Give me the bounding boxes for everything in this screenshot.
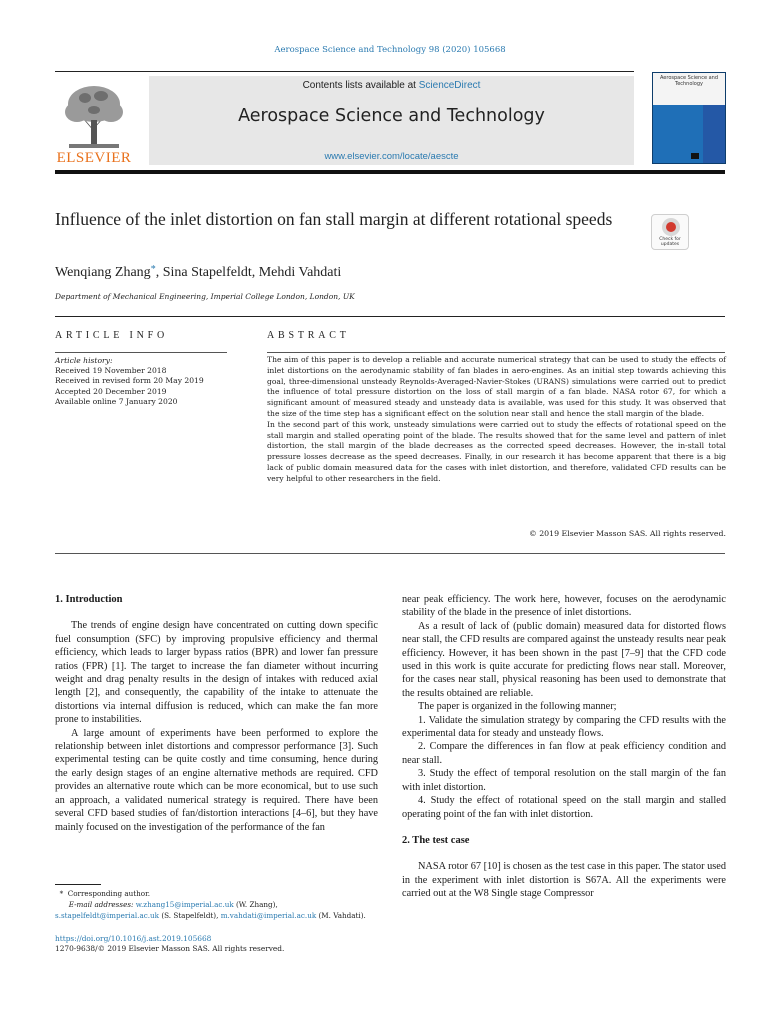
body-paragraph: The paper is organized in the following manner; xyxy=(418,701,617,713)
email-owner: (W. Zhang), xyxy=(233,900,278,909)
list-item: 3. Study the effect of temporal resolution on the stall margin of the fan with inlet distortion. xyxy=(402,768,726,793)
email-label: E-mail addresses: xyxy=(68,900,136,909)
abstract-paragraph: The aim of this paper is to develop a reliable and accurate numerical strategy that can be used to study the effects of inlet distortions on the aerodynamic stability of fan blades in aero-engines. As an initial step towards achieving this goal, three-dimensional unsteady Reynolds-Averaged-Navier-Stokes (URANS) simulations were carried out to predict the influence of total pressure distortion on the loss of stall margin of a fan blade. NASA rotor 67, for which a significant amount of measured steady and unsteady data is available, was used for this study. It was observed that the size of the time step has a significant effect on the solution near stall and hence the stall margin of the blade. xyxy=(267,355,726,418)
email-line xyxy=(55,910,395,921)
corresponding-author-note: * Corresponding author. xyxy=(55,889,151,898)
email-line xyxy=(55,899,395,910)
crossmark-icon-center xyxy=(666,222,676,232)
abstract-paragraph: In the second part of this work, unsteady simulations were carried out to study the effects of rotational speed on the stall margin and stalled operating point of the blade. The results showed that for the same level and pattern of inlet distortion, the stall margin of the blade decreases as the corrected speed decreases. However, the in-stall total pressure losses decrease as the speed decreases. Finally, in our research it has become apparent that there is a big lack of public domain measured data for the cases with inlet distortion, and therefore, validated CFD results can be very helpful to other researchers in the field. xyxy=(267,419,726,483)
journal-cover-thumbnail[interactable] xyxy=(652,72,726,164)
article-info-rule xyxy=(55,352,227,353)
article-history xyxy=(55,356,245,407)
section-heading-introduction: 1. Introduction xyxy=(55,594,123,605)
author-list xyxy=(55,264,341,281)
cover-mark xyxy=(691,153,699,159)
crossmark-icon xyxy=(662,218,680,236)
history-online: Available online 7 January 2020 xyxy=(55,396,178,406)
article-title: Influence of the inlet distortion on fan stall margin at different rotational speeds xyxy=(55,209,613,229)
footnote-rule xyxy=(55,884,101,885)
body-paragraph: The trends of engine design have concentrated on cutting down specific fuel consumption (SFC) by improving propulsive efficiency and thermal efficiency, which leads to larger bypass ratios (BPR) and lower fan pressure ratios (FPR) [1]. The target to increase the fan diameter without incurring weight and drag penalty results in the design of intakes with reduced axial length [2], and consequently, the capability of the intake to attenuate the distortions via internal diffusion is reduced, which can make the fan more prone to instabilities. xyxy=(55,620,378,726)
email-owner: (S. Stapelfeldt), xyxy=(159,911,221,920)
body-paragraph: A large amount of experiments have been performed to explore the relationship between inlet distortions and compressor performance [3]. Such experimental testing can be quite costly and time consuming, hence during the early design stages of an engine alternative methods are required. CFD provides an alternative route which can be more economical, but to use such an approach, a validated numerical strategy is required. There have been several CFD based studies of fan/distortion interactions [4–6], but they have mainly focused on the investigation of the performance of the fan xyxy=(55,727,378,833)
sciencedirect-link[interactable]: ScienceDirect xyxy=(418,80,481,91)
contents-line xyxy=(149,80,634,91)
author-separator: , xyxy=(155,265,163,280)
affiliation: Department of Mechanical Engineering, Imperial College London, London, UK xyxy=(55,292,355,301)
email-link-vahdati[interactable]: m.vahdati@imperial.ac.uk xyxy=(220,911,317,920)
elsevier-wordmark: ELSEVIER xyxy=(56,150,132,166)
section-rule xyxy=(55,316,725,317)
history-title: Article history: xyxy=(55,356,113,365)
list-item: 2. Compare the differences in fan flow at peak efficiency condition and near stall. xyxy=(402,741,726,766)
journal-reference-link[interactable]: Aerospace Science and Technology 98 (2020) 105668 xyxy=(274,45,506,55)
contents-prefix: Contents lists available at xyxy=(302,80,419,91)
corresponding-label: Corresponding author. xyxy=(67,889,151,898)
email-link-stapelfeldt[interactable]: s.stapelfeldt@imperial.ac.uk xyxy=(55,911,160,920)
abstract-copyright: © 2019 Elsevier Masson SAS. All rights reserved. xyxy=(528,529,726,538)
section-heading-test-case: 2. The test case xyxy=(402,834,470,846)
body-paragraph: NASA rotor 67 [10] is chosen as the test case in this paper. The stator used in the experiment with inlet distortion is S67A. All the experiments were carried out at the W8 Single stage Compressor xyxy=(402,861,726,900)
cover-top-panel xyxy=(653,73,725,105)
header-thick-rule xyxy=(55,170,725,174)
author-separator: , xyxy=(251,265,259,280)
abstract-heading: ABSTRACT xyxy=(267,330,350,341)
body-paragraph: near peak efficiency. The work here, however, focuses on the aerodynamic stability of the blade in the presence of inlet distortions. xyxy=(402,594,726,619)
header-rule xyxy=(55,71,634,72)
spacer xyxy=(402,821,726,834)
abstract-body xyxy=(267,355,726,485)
author-name: Mehdi Vahdati xyxy=(258,265,342,280)
email-owner: (M. Vahdati). xyxy=(316,911,366,920)
body-paragraph: As a result of lack of (public domain) measured data for distorted flows near stall, the CFD results are compared against the unsteady results near peak efficiency. However, it has been shown in the past [7–9] that the CFD code used in this work is quite accurate for predicting flows near stall. Moreover, for the cases near stall, physical reasoning has been used to demonstrate that the results obtained are reliable. xyxy=(402,620,726,699)
crossmark-label: Check for updates xyxy=(659,237,681,247)
history-accepted: Accepted 20 December 2019 xyxy=(55,386,167,396)
history-received: Received 19 November 2018 xyxy=(55,366,167,376)
issn-copyright: 1270-9638/© 2019 Elsevier Masson SAS. All rights reserved. xyxy=(55,944,285,953)
check-for-updates-button[interactable] xyxy=(651,214,689,250)
abstract-rule xyxy=(267,352,725,353)
journal-title: Aerospace Science and Technology xyxy=(238,106,545,126)
list-item: 1. Validate the simulation strategy by comparing the CFD results with the experimental data for steady and unsteady flows. xyxy=(402,714,726,740)
email-link-zhang[interactable]: w.zhang15@imperial.ac.uk xyxy=(135,900,234,909)
author-name: Wenqiang Zhang xyxy=(55,265,151,280)
cover-title: Aerospace Science and Technology xyxy=(659,75,719,87)
history-revised: Received in revised form 20 May 2019 xyxy=(55,376,204,386)
journal-url-link[interactable]: www.elsevier.com/locate/aescte xyxy=(324,151,459,162)
body-column-right xyxy=(402,593,726,901)
footnotes xyxy=(55,888,395,921)
author-name: Sina Stapelfeldt xyxy=(162,265,252,280)
doi-link[interactable]: https://doi.org/10.1016/j.ast.2019.105668 xyxy=(55,934,212,943)
cover-strip xyxy=(703,105,725,163)
article-info-heading: ARTICLE INFO xyxy=(55,330,169,341)
corresponding-author-mark[interactable]: * xyxy=(150,264,156,275)
body-column-left xyxy=(55,593,378,834)
abstract-end-rule xyxy=(55,553,725,554)
list-item: 4. Study the effect of rotational speed on the stall margin and stalled operating point of the fan with inlet distortion. xyxy=(402,795,726,820)
